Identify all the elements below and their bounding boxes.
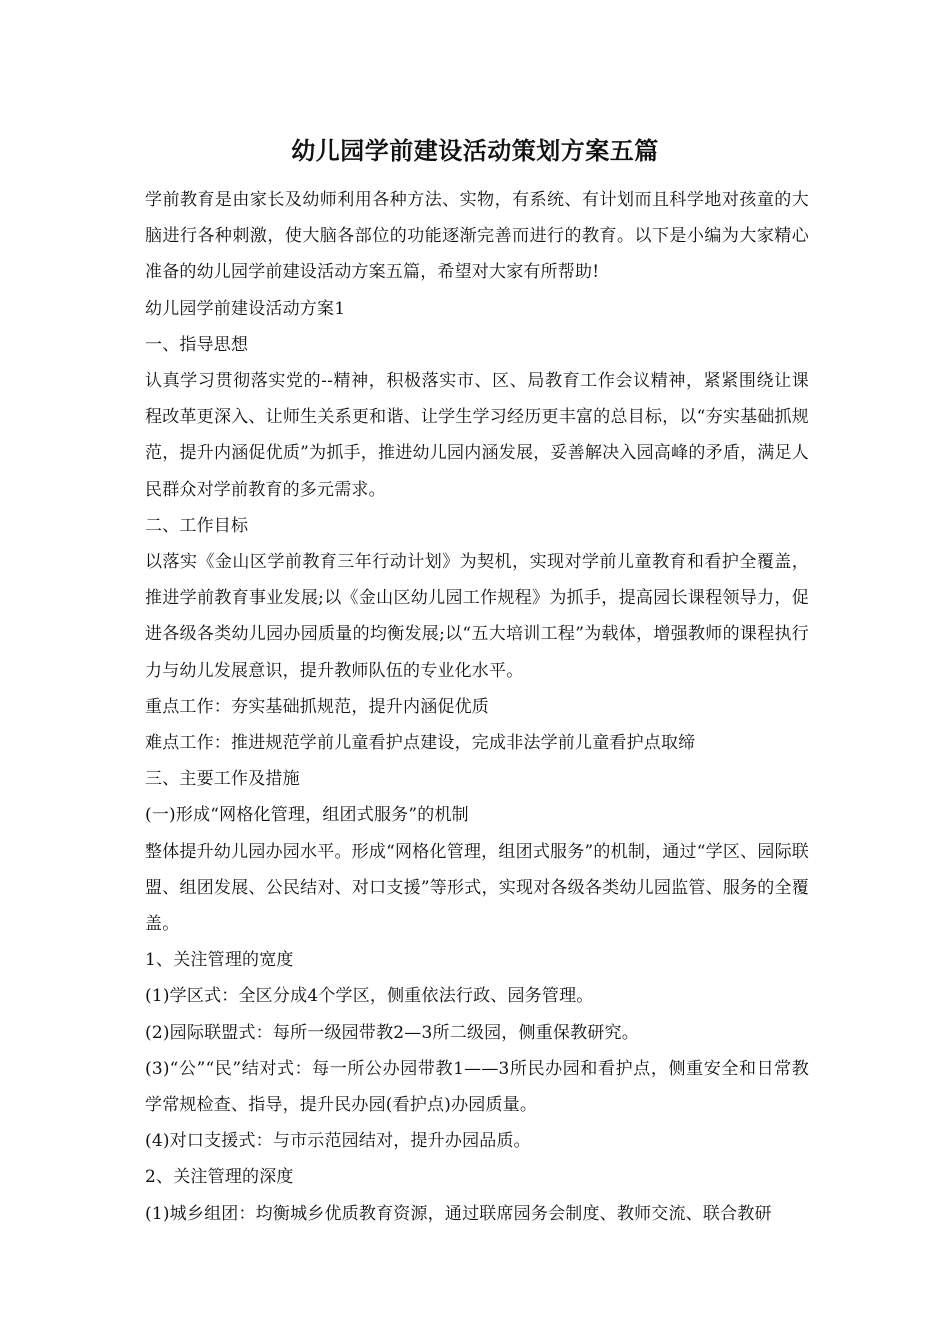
work-goals-paragraph: 以落实《金山区学前教育三年行动计划》为契机，实现对学前儿童教育和看护全覆盖，推进学前教育事业发展;以《金山区幼儿园工作规程》为抓手，提高园长课程领导力，促进各级各类幼儿园办园质量的均衡发展;以“五大培训工程”为载体，增强教师的课程执行力与幼儿发展意识，提升教师队伍的专业化水平。 [145,552,809,681]
key-work-line: 重点工作：夯实基础抓规范，提升内涵促优质 [145,696,489,717]
list-item-public-private-pairing: (3)“公”“民”结对式：每一所公办园带教1——3所民办园和看护点，侧重安全和日常教学常规检查、指导，提升民办园(看护点)办园质量。 [145,1058,809,1116]
difficult-work-line: 难点工作：推进规范学前儿童看护点建设，完成非法学前儿童看护点取缔 [145,733,696,754]
heading-work-goals: 二、工作目标 [145,515,249,536]
intro-paragraph: 学前教育是由家长及幼师利用各种方法、实物，有系统、有计划而且科学地对孩童的大脑进行各种刺激，使大脑各部位的功能逐渐完善而进行的教育。以下是小编为大家精心准备的幼儿园学前建设活动方案五篇，希望对大家有所帮助! [145,190,809,283]
grid-management-paragraph: 整体提升幼儿园办园水平。形成“网格化管理，组团式服务”的机制，通过“学区、园际联盟、组团发展、公民结对、对口支援”等形式，实现对各级各类幼儿园监管、服务的全覆盖。 [145,841,809,935]
guiding-ideology-paragraph: 认真学习贯彻落实党的--精神，积极落实市、区、局教育工作会议精神，紧紧围绕让课程改革更深入、让师生关系更和谐、让学生学习经历更丰富的总目标，以“夯实基础抓规范，提升内涵促优质”为抓手，推进幼儿园内涵发展，妥善解决入园高峰的矛盾，满足人民群众对学前教育的多元需求。 [145,371,809,500]
heading-management-breadth: 1、关注管理的宽度 [145,950,294,971]
heading-main-work-measures: 三、主要工作及措施 [145,769,300,790]
heading-management-depth: 2、关注管理的深度 [145,1167,294,1188]
document-body [145,182,809,1232]
heading-guiding-ideology: 一、指导思想 [145,334,249,355]
subheading-grid-management: (一)形成“网格化管理，组团式服务”的机制 [145,805,469,826]
section-heading-plan-1: 幼儿园学前建设活动方案1 [145,298,346,319]
list-item-urban-rural-group: (1)城乡组团：均衡城乡优质教育资源，通过联席园务会制度、教师交流、联合教研 [145,1203,772,1224]
list-item-alliance: (2)园际联盟式：每所一级园带教2—3所二级园，侧重保教研究。 [145,1022,639,1043]
list-item-counterpart-support: (4)对口支援式：与市示范园结对，提升办园品质。 [145,1131,531,1152]
document-title: 幼儿园学前建设活动策划方案五篇 [291,136,659,165]
list-item-school-district: (1)学区式：全区分成4个学区，侧重依法行政、园务管理。 [145,986,594,1007]
